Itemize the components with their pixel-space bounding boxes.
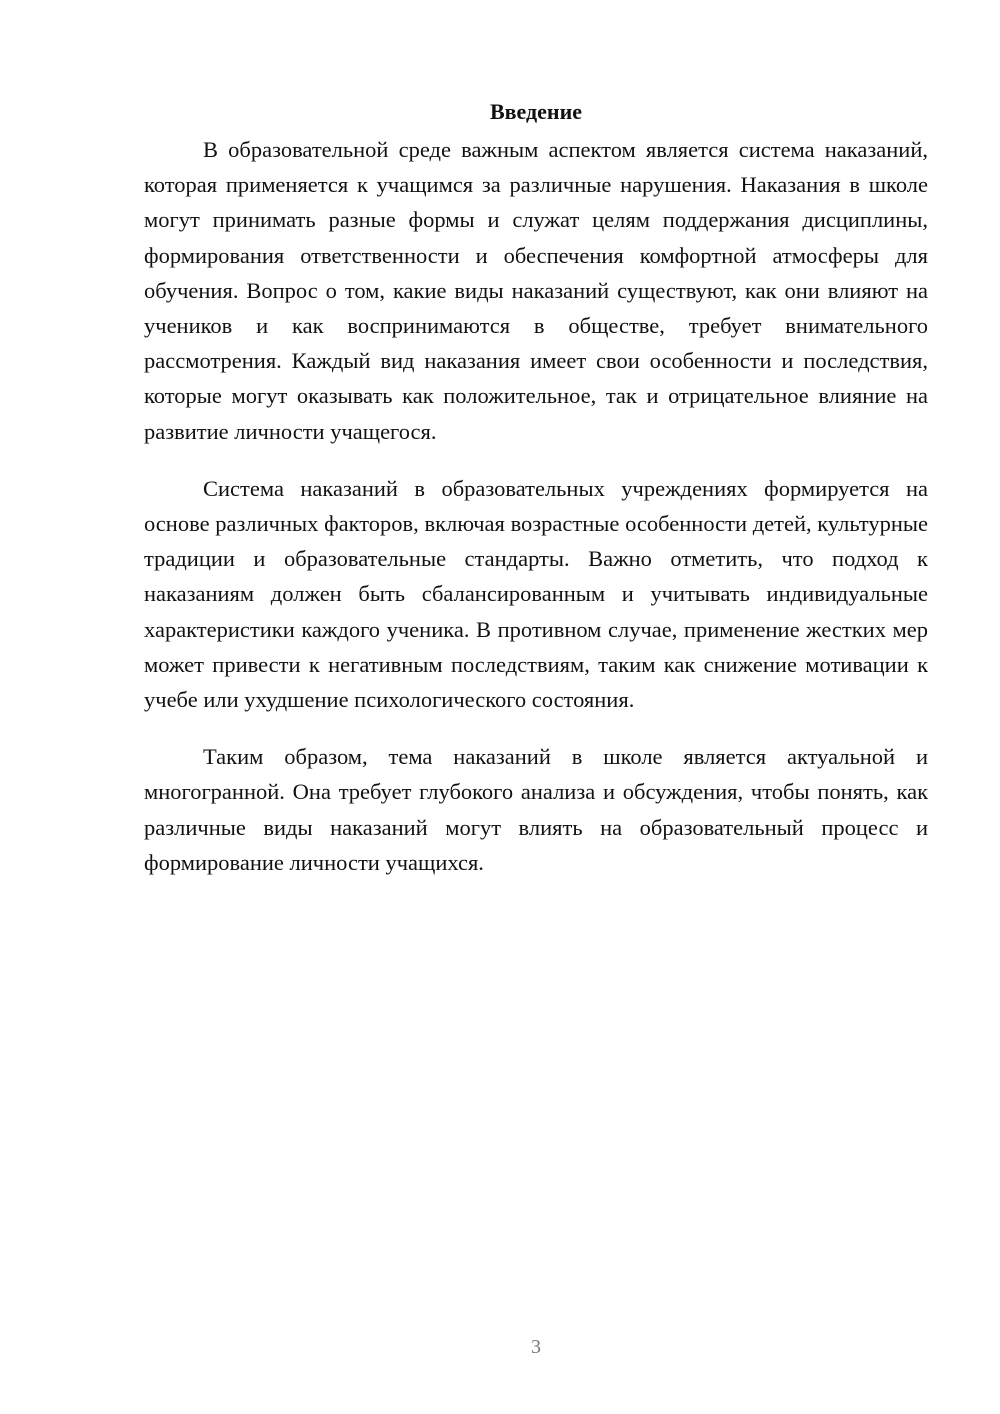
page-number: 3 (531, 1336, 541, 1358)
section-heading: Введение (489, 99, 583, 124)
paragraph-3: Таким образом, тема наказаний в школе является актуальной и многогранной. Она требует глубокого анализа и обсуждения, чтобы понять, как различные виды наказаний могут влиять на образовательный процесс и формирование личности учащихся. (144, 744, 928, 875)
page-content (144, 95, 928, 880)
paragraph-1: В образовательной среде важным аспектом является система наказаний, которая применяется к учащимся за различные нарушения. Наказания в школе могут принимать разные формы и служат целям поддержания дисциплины, формирования ответственности и обеспечения комфортной атмосферы для обучения. Вопрос о том, какие виды наказаний существуют, как они влияют на учеников и как воспринимаются в обществе, требует внимательного рассмотрения. Каждый вид наказания имеет свои особенности и последствия, которые могут оказывать как положительное, так и отрицательное влияние на развитие личности учащегося. (144, 137, 928, 444)
paragraph-2: Система наказаний в образовательных учреждениях формируется на основе различных факторов, включая возрастные особенности детей, культурные традиции и образовательные стандарты. Важно отметить, что подход к наказаниям должен быть сбалансированным и учитывать индивидуальные характеристики каждого ученика. В противном случае, применение жестких мер может привести к негативным последствиям, таким как снижение мотивации к учебе или ухудшение психологического состояния. (144, 475, 928, 713)
